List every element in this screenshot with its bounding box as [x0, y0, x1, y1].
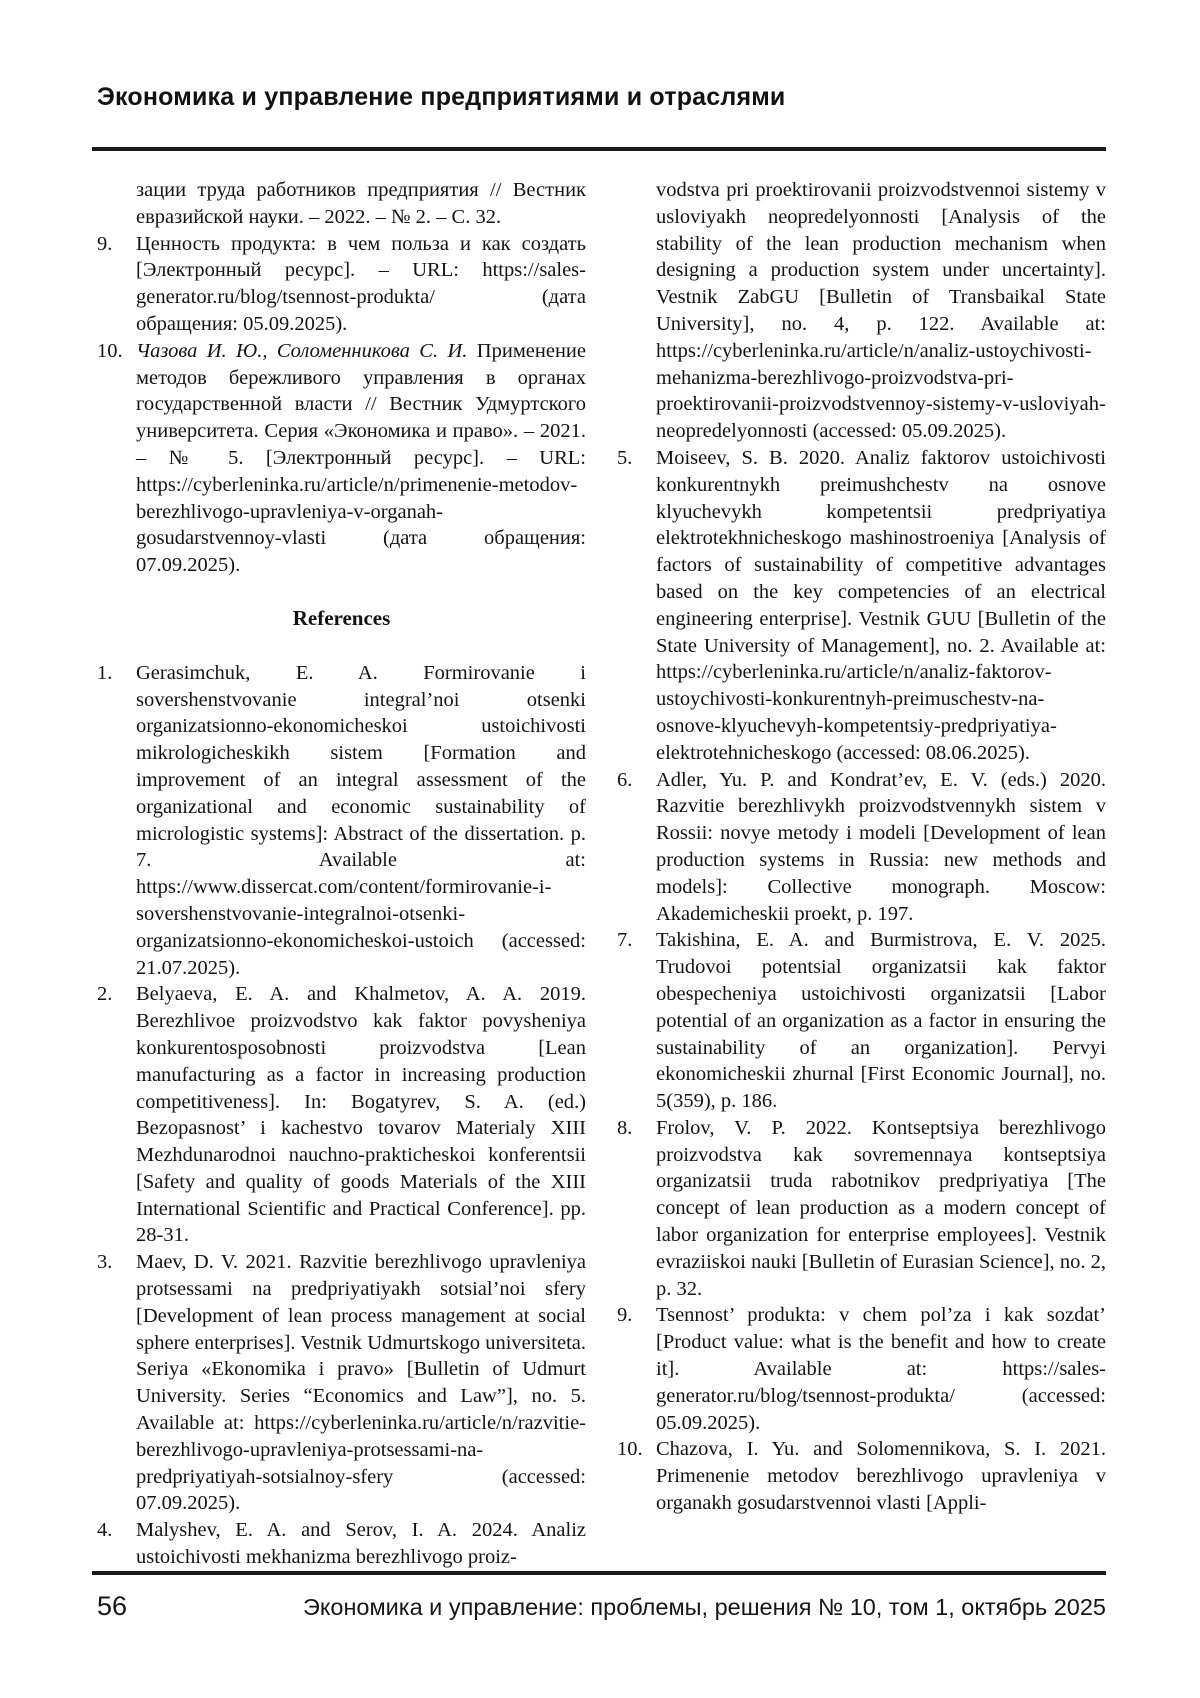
left-column: [97, 177, 586, 1571]
english-reference-item-9: [617, 1302, 1106, 1436]
reference-text: Ценность продукта: в чем польза и как создать [Электронный ресурс]. – URL: https://sales-generator.ru/blog/tsennost-produkta/ (дата обращения: 05.09.2025).: [136, 232, 586, 335]
english-reference-item-3: [97, 1249, 586, 1517]
reference-number: 3.: [97, 1251, 113, 1274]
english-reference-item-4: [97, 1517, 586, 1571]
reference-text: Moiseev, S. B. 2020. Analiz faktorov ustoichivosti konkurentnykh preimushchestv na osnove klyuchevykh kompetentsii predpriyatiya elektrotekhnicheskogo mashinostroeniya [Analysis of factors of sustainability of competitive advantages based on the key competencies of an electrical engineering enterprise]. Vestnik GUU [Bulletin of the State University of Management], no. 2. Available at: https://cyberleninka.ru/article/n/analiz-faktorov-ustoychivosti-konkurentnyh-preimuschestv-na-osnove-klyuchevyh-kompetentsiy-predpriyatiya-elektrotehnicheskogo (accessed: 08.06.2025).: [656, 446, 1106, 764]
page-number: 56: [97, 1591, 128, 1621]
reference-number: 8.: [617, 1116, 633, 1139]
english-reference-item-2: [97, 981, 586, 1249]
reference-text: Malyshev, E. A. and Serov, I. A. 2024. Analiz ustoichivosti mekhanizma berezhlivogo proiz-: [136, 1519, 586, 1569]
russian-reference-item-9: [97, 231, 586, 338]
reference-text: Belyaeva, E. A. and Khalmetov, A. A. 2019. Berezhlivoe proizvodstvo kak faktor povysheniya konkurentosposobnosti proizvodstva [Lean manufacturing as a factor in increasing production competitiveness]. In: Bogatyrev, S. A. (ed.) Bezopasnost’ i kachestvo tovarov Materialy XIII Mezhdunarodnoi nauchno-prakticheskoi konferentsii [Safety and quality of goods Materials of the XIII International Scientific and Practical Conference]. pp. 28-31.: [136, 983, 586, 1247]
references-heading: References: [292, 605, 391, 630]
reference-number: 1.: [97, 661, 113, 684]
reference-text: Gerasimchuk, E. A. Formirovanie i sovershenstvovanie integral’noi otsenki organizatsionno-ekonomicheskoi ustoichivosti mikrologicheskikh sistem [Formation and improvement of an integral assessment of the organizational and economic sustainability of micrologistic systems]: Abstract of the dissertation. p. 7. Available at: https://www.dissercat.com/content/formirovanie-i-sovershenstvovanie-integralnoi-otsenki-organizatsionno-ekonomicheskoi-ustoich (accessed: 21.07.2025).: [136, 661, 586, 979]
reference-text-body: Применение методов бережливого управления в органах государственной власти // Вестник Удмуртского университета. Серия «Экономика и право». – 2021. – № 5. [Электронный ресурс]. – URL: https://cyberleninka.ru/article/n/primenenie-metodov-berezhlivogo-upravleniya-v-organah-gosudarstvennoy-vlasti (дата обращения: 07.09.2025).: [136, 339, 586, 577]
reference-number: 5.: [617, 446, 633, 469]
english-reference-4-continuation: vodstva pri proektirovanii proizvodstvennoi sistemy v usloviyakh neopredelyonnosti [Analysis of the stability of the lean production mechanism when designing a production system under uncertainty]. Vestnik ZabGU [Bulletin of Transbaikal State University], no. 4, p. 122. Available at: https://cyberleninka.ru/article/n/analiz-ustoychivosti-mehanizma-berezhlivogo-proizvodstva-pri-proektirovanii-proizvodstvennoy-sistemy-v-usloviyah-neopredelyonnosti (accessed: 05.09.2025).: [656, 179, 1106, 443]
reference-number: 10.: [617, 1438, 643, 1461]
english-reference-item-1: [97, 660, 586, 982]
english-reference-item-5: [617, 445, 1106, 767]
english-reference-item-8: [617, 1115, 1106, 1303]
reference-text: Maev, D. V. 2021. Razvitie berezhlivogo upravleniya protsessami na predpriyatiyakh sotsial’noi sfery [Development of lean process management at social sphere enterprises]. Vestnik Udmurtskogo universiteta. Seriya «Ekonomika i pravo» [Bulletin of Udmurt University. Series “Economics and Law”], no. 5. Available at: https://cyberleninka.ru/article/n/razvitie-berezhlivogo-upravleniya-protsessami-na-predpriyatiyah-sotsialnoy-sfery (accessed: 07.09.2025).: [136, 1251, 586, 1515]
two-column-references: [97, 177, 1106, 1571]
header-rule: [92, 147, 1106, 151]
reference-text: Chazova, I. Yu. and Solomennikova, S. I. 2021. Primenenie metodov berezhlivogo upravleniya v organakh gosudarstvennoi vlasti [Appli-: [656, 1438, 1106, 1515]
reference-text: Frolov, V. P. 2022. Kontseptsiya berezhlivogo proizvodstva kak sovremennaya kontseptsiya organizatsii truda rabotnikov predpriyatiya [The concept of lean production as a modern concept of labor organization for enterprise employees]. Vestnik evraziiskoi nauki [Bulletin of Eurasian Science], no. 2, p. 32.: [656, 1116, 1106, 1300]
reference-number: 4.: [97, 1519, 113, 1542]
reference-number: 6.: [617, 768, 633, 791]
reference-text: Adler, Yu. P. and Kondrat’ev, E. V. (eds.) 2020. Razvitie berezhlivykh proizvodstvennykh sistem v Rossii: novye metody i modeli [Development of lean production systems in Russia: new methods and models]: Collective monograph. Moscow: Akademicheskii proekt, p. 197.: [656, 768, 1106, 925]
reference-number: 9.: [617, 1304, 633, 1327]
footer-rule: [92, 1571, 1106, 1575]
journal-footer-line: Экономика и управление: проблемы, решения № 10, том 1, октябрь 2025: [302, 1594, 1106, 1620]
page-title: Экономика и управление предприятиями и отраслями: [97, 83, 786, 111]
reference-text: [136, 338, 586, 579]
russian-reference-item-10: [97, 338, 586, 579]
reference-text: Takishina, E. A. and Burmistrova, E. V. 2025. Trudovoi potentsial organizatsii kak faktor obespecheniya ustoichivosti organizatsii [Labor potential of an organization as a factor in ensuring the sustainability of an organization]. Pervyi ekonomicheskii zhurnal [First Economic Journal], no. 5(359), p. 186.: [656, 929, 1106, 1113]
english-reference-item-10: [617, 1436, 1106, 1516]
right-column: [617, 177, 1106, 1571]
russian-reference-continuation: зации труда работников предприятия // Вестник евразийской науки. – 2022. – № 2. – С. 32.: [136, 179, 586, 228]
reference-number: 2.: [97, 983, 113, 1006]
reference-number: 7.: [617, 929, 633, 952]
reference-text: Tsennost’ produkta: v chem pol’za i kak sozdat’ [Product value: what is the benefit and how to create it]. Available at: https://sales-generator.ru/blog/tsennost-produkta/ (accessed: 05.09.2025).: [656, 1304, 1106, 1434]
english-reference-item-7: [617, 927, 1106, 1115]
reference-number: 9.: [97, 232, 113, 255]
reference-authors-italic: Чазова И. Ю., Соломенникова С. И.: [136, 339, 468, 362]
english-reference-item-6: [617, 767, 1106, 928]
reference-number: 10.: [97, 339, 123, 362]
